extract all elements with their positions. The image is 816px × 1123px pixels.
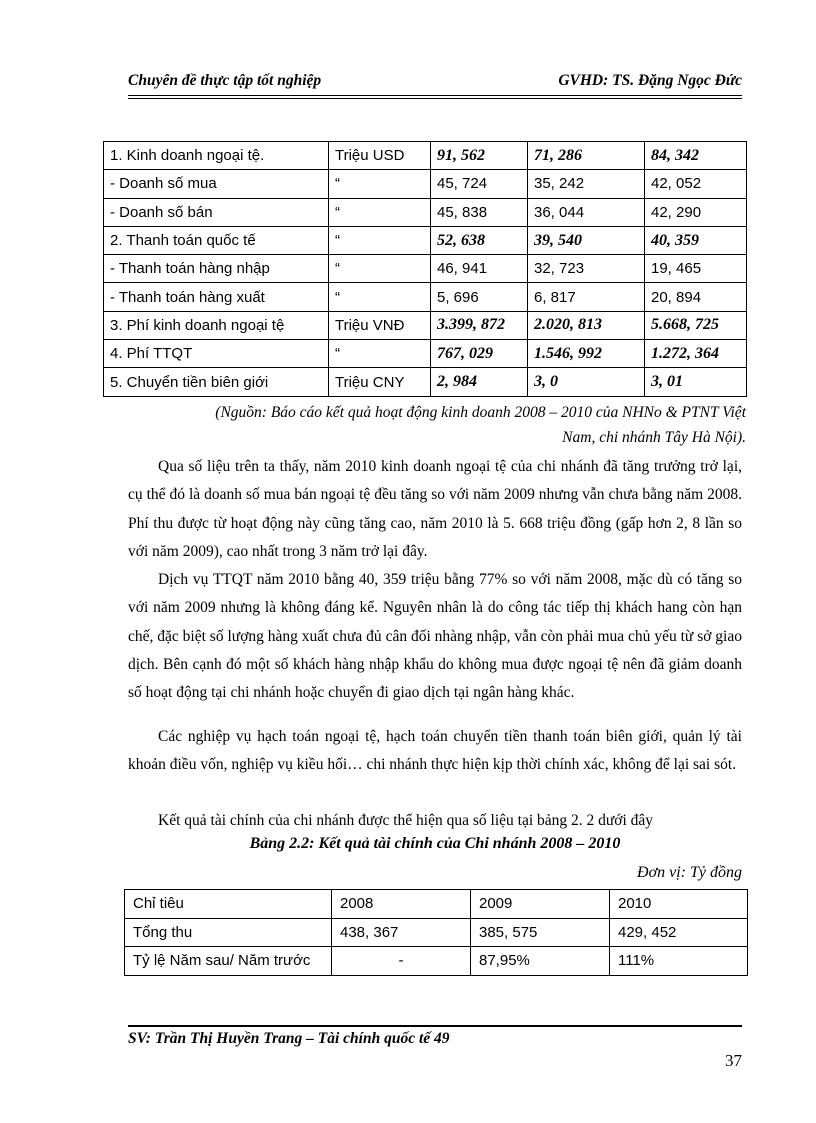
table-cell: 111%	[610, 947, 748, 976]
table-cell: 438, 367	[332, 918, 471, 947]
row-unit: “	[329, 283, 431, 311]
value-2010: 84, 342	[645, 142, 747, 170]
row-label: - Thanh toán hàng xuất	[104, 283, 329, 311]
business-table	[103, 141, 747, 397]
source-note	[130, 400, 746, 450]
value-2009: 39, 540	[528, 226, 645, 254]
table-row	[104, 198, 747, 226]
header-advisor: GVHD: TS. Đặng Ngọc Đức	[558, 72, 742, 89]
paragraph-text: Kết quả tài chính của chi nhánh được thể hiện qua số liệu tại bảng 2. 2 dưới đây	[158, 812, 654, 829]
table-row	[104, 283, 747, 311]
paragraph	[128, 453, 742, 566]
value-2010: 5.668, 725	[645, 311, 747, 339]
table-header-row	[125, 890, 748, 919]
table-cell: 385, 575	[471, 918, 610, 947]
row-label: 5. Chuyển tiền biên giới	[104, 368, 329, 396]
footer-author: SV: Trần Thị Huyền Trang – Tài chính quốc tế 49	[128, 1030, 450, 1047]
column-header: 2009	[471, 890, 610, 919]
value-2008: 767, 029	[431, 340, 528, 368]
table-row	[104, 340, 747, 368]
row-label: 4. Phí TTQT	[104, 340, 329, 368]
value-2010: 1.272, 364	[645, 340, 747, 368]
header-rule-thin	[128, 98, 742, 99]
column-header: 2008	[332, 890, 471, 919]
table-row	[104, 142, 747, 170]
row-label: - Thanh toán hàng nhập	[104, 255, 329, 283]
paragraph	[128, 723, 742, 780]
value-2009: 2.020, 813	[528, 311, 645, 339]
table-row	[104, 311, 747, 339]
paragraph-text: Các nghiệp vụ hạch toán ngoại tệ, hạch toán chuyển tiền thanh toán biên giới, quản lý tài khoản điều vốn, nghiệp vụ kiều hối… chi nhánh thực hiện kịp thời chính xác, không để lại sai sót.	[128, 728, 742, 774]
value-2009: 71, 286	[528, 142, 645, 170]
header-rule	[128, 95, 742, 96]
table-unit: Đơn vị: Tỷ đồng	[637, 864, 742, 881]
footer-rule	[128, 1025, 742, 1027]
value-2009: 35, 242	[528, 170, 645, 198]
value-2009: 36, 044	[528, 198, 645, 226]
value-2008: 45, 724	[431, 170, 528, 198]
value-2010: 42, 052	[645, 170, 747, 198]
table-row	[125, 918, 748, 947]
table-cell: 87,95%	[471, 947, 610, 976]
table-row	[104, 170, 747, 198]
value-2009: 6, 817	[528, 283, 645, 311]
paragraph	[128, 807, 742, 835]
row-unit: “	[329, 255, 431, 283]
value-2009: 1.546, 992	[528, 340, 645, 368]
row-unit: Triệu VNĐ	[329, 311, 431, 339]
table-row	[104, 255, 747, 283]
page-header	[128, 72, 742, 94]
paragraph	[128, 566, 742, 707]
table-row	[104, 226, 747, 254]
table-caption: Bảng 2.2: Kết quả tài chính của Chi nhánh 2008 – 2010	[249, 835, 621, 852]
value-2008: 5, 696	[431, 283, 528, 311]
row-label: 2. Thanh toán quốc tế	[104, 226, 329, 254]
table-cell: Tỷ lệ Năm sau/ Năm trước	[125, 947, 332, 976]
financial-results-table	[124, 889, 748, 976]
table-cell: Tổng thu	[125, 918, 332, 947]
value-2008: 91, 562	[431, 142, 528, 170]
paragraph-text: Qua số liệu trên ta thấy, năm 2010 kinh doanh ngoại tệ của chi nhánh đã tăng trưởng trở lại, cụ thể đó là doanh số mua bán ngoại tệ đều tăng so với năm 2009 nhưng vẫn chưa bằng năm 2008. Phí thu được từ hoạt động này cũng tăng cao, năm 2010 là 5. 668 triệu đồng (gấp hơn 2, 8 lần so với năm 2009), cao nhất trong 3 năm trở lại đây.	[128, 458, 742, 560]
row-label: - Doanh số mua	[104, 170, 329, 198]
value-2010: 19, 465	[645, 255, 747, 283]
table-row	[104, 368, 747, 396]
value-2009: 3, 0	[528, 368, 645, 396]
column-header: Chỉ tiêu	[125, 890, 332, 919]
row-unit: Triệu USD	[329, 142, 431, 170]
paragraph-text: Dịch vụ TTQT năm 2010 bằng 40, 359 triệu bằng 77% so với năm 2008, mặc dù có tăng so với năm 2009 nhưng là không đáng kể. Nguyên nhân là do công tác tiếp thị khách hang còn hạn chế, đặc biệt số lượng hàng xuất chưa đủ cân đối nhàng nhập, vẫn còn phải mua chủ yếu từ sở giao dịch. Bên cạnh đó một số khách hàng nhập khẩu do không mua được ngoại tệ nên đã giảm doanh số hoạt động tại chi nhánh hoặc chuyển đi giao dịch tại ngân hàng khác.	[128, 571, 742, 702]
value-2008: 46, 941	[431, 255, 528, 283]
column-header: 2010	[610, 890, 748, 919]
row-label: 3. Phí kinh doanh ngoại tệ	[104, 311, 329, 339]
value-2008: 2, 984	[431, 368, 528, 396]
row-unit: “	[329, 226, 431, 254]
table-cell: 429, 452	[610, 918, 748, 947]
value-2010: 20, 894	[645, 283, 747, 311]
source-line: (Nguồn: Báo cáo kết quả hoạt động kinh doanh 2008 – 2010 của NHNo & PTNT Việt	[215, 404, 746, 421]
header-title: Chuyên đề thực tập tốt nghiệp	[128, 72, 322, 89]
row-unit: “	[329, 340, 431, 368]
value-2010: 3, 01	[645, 368, 747, 396]
row-unit: Triệu CNY	[329, 368, 431, 396]
page-number: 37	[725, 1051, 742, 1070]
row-unit: “	[329, 198, 431, 226]
value-2008: 3.399, 872	[431, 311, 528, 339]
value-2008: 52, 638	[431, 226, 528, 254]
value-2009: 32, 723	[528, 255, 645, 283]
value-2010: 42, 290	[645, 198, 747, 226]
value-2008: 45, 838	[431, 198, 528, 226]
table-cell: -	[332, 947, 471, 976]
row-label: 1. Kinh doanh ngoại tệ.	[104, 142, 329, 170]
row-label: - Doanh số bán	[104, 198, 329, 226]
value-2010: 40, 359	[645, 226, 747, 254]
table-row	[125, 947, 748, 976]
source-line: Nam, chi nhánh Tây Hà Nội).	[562, 429, 746, 446]
row-unit: “	[329, 170, 431, 198]
